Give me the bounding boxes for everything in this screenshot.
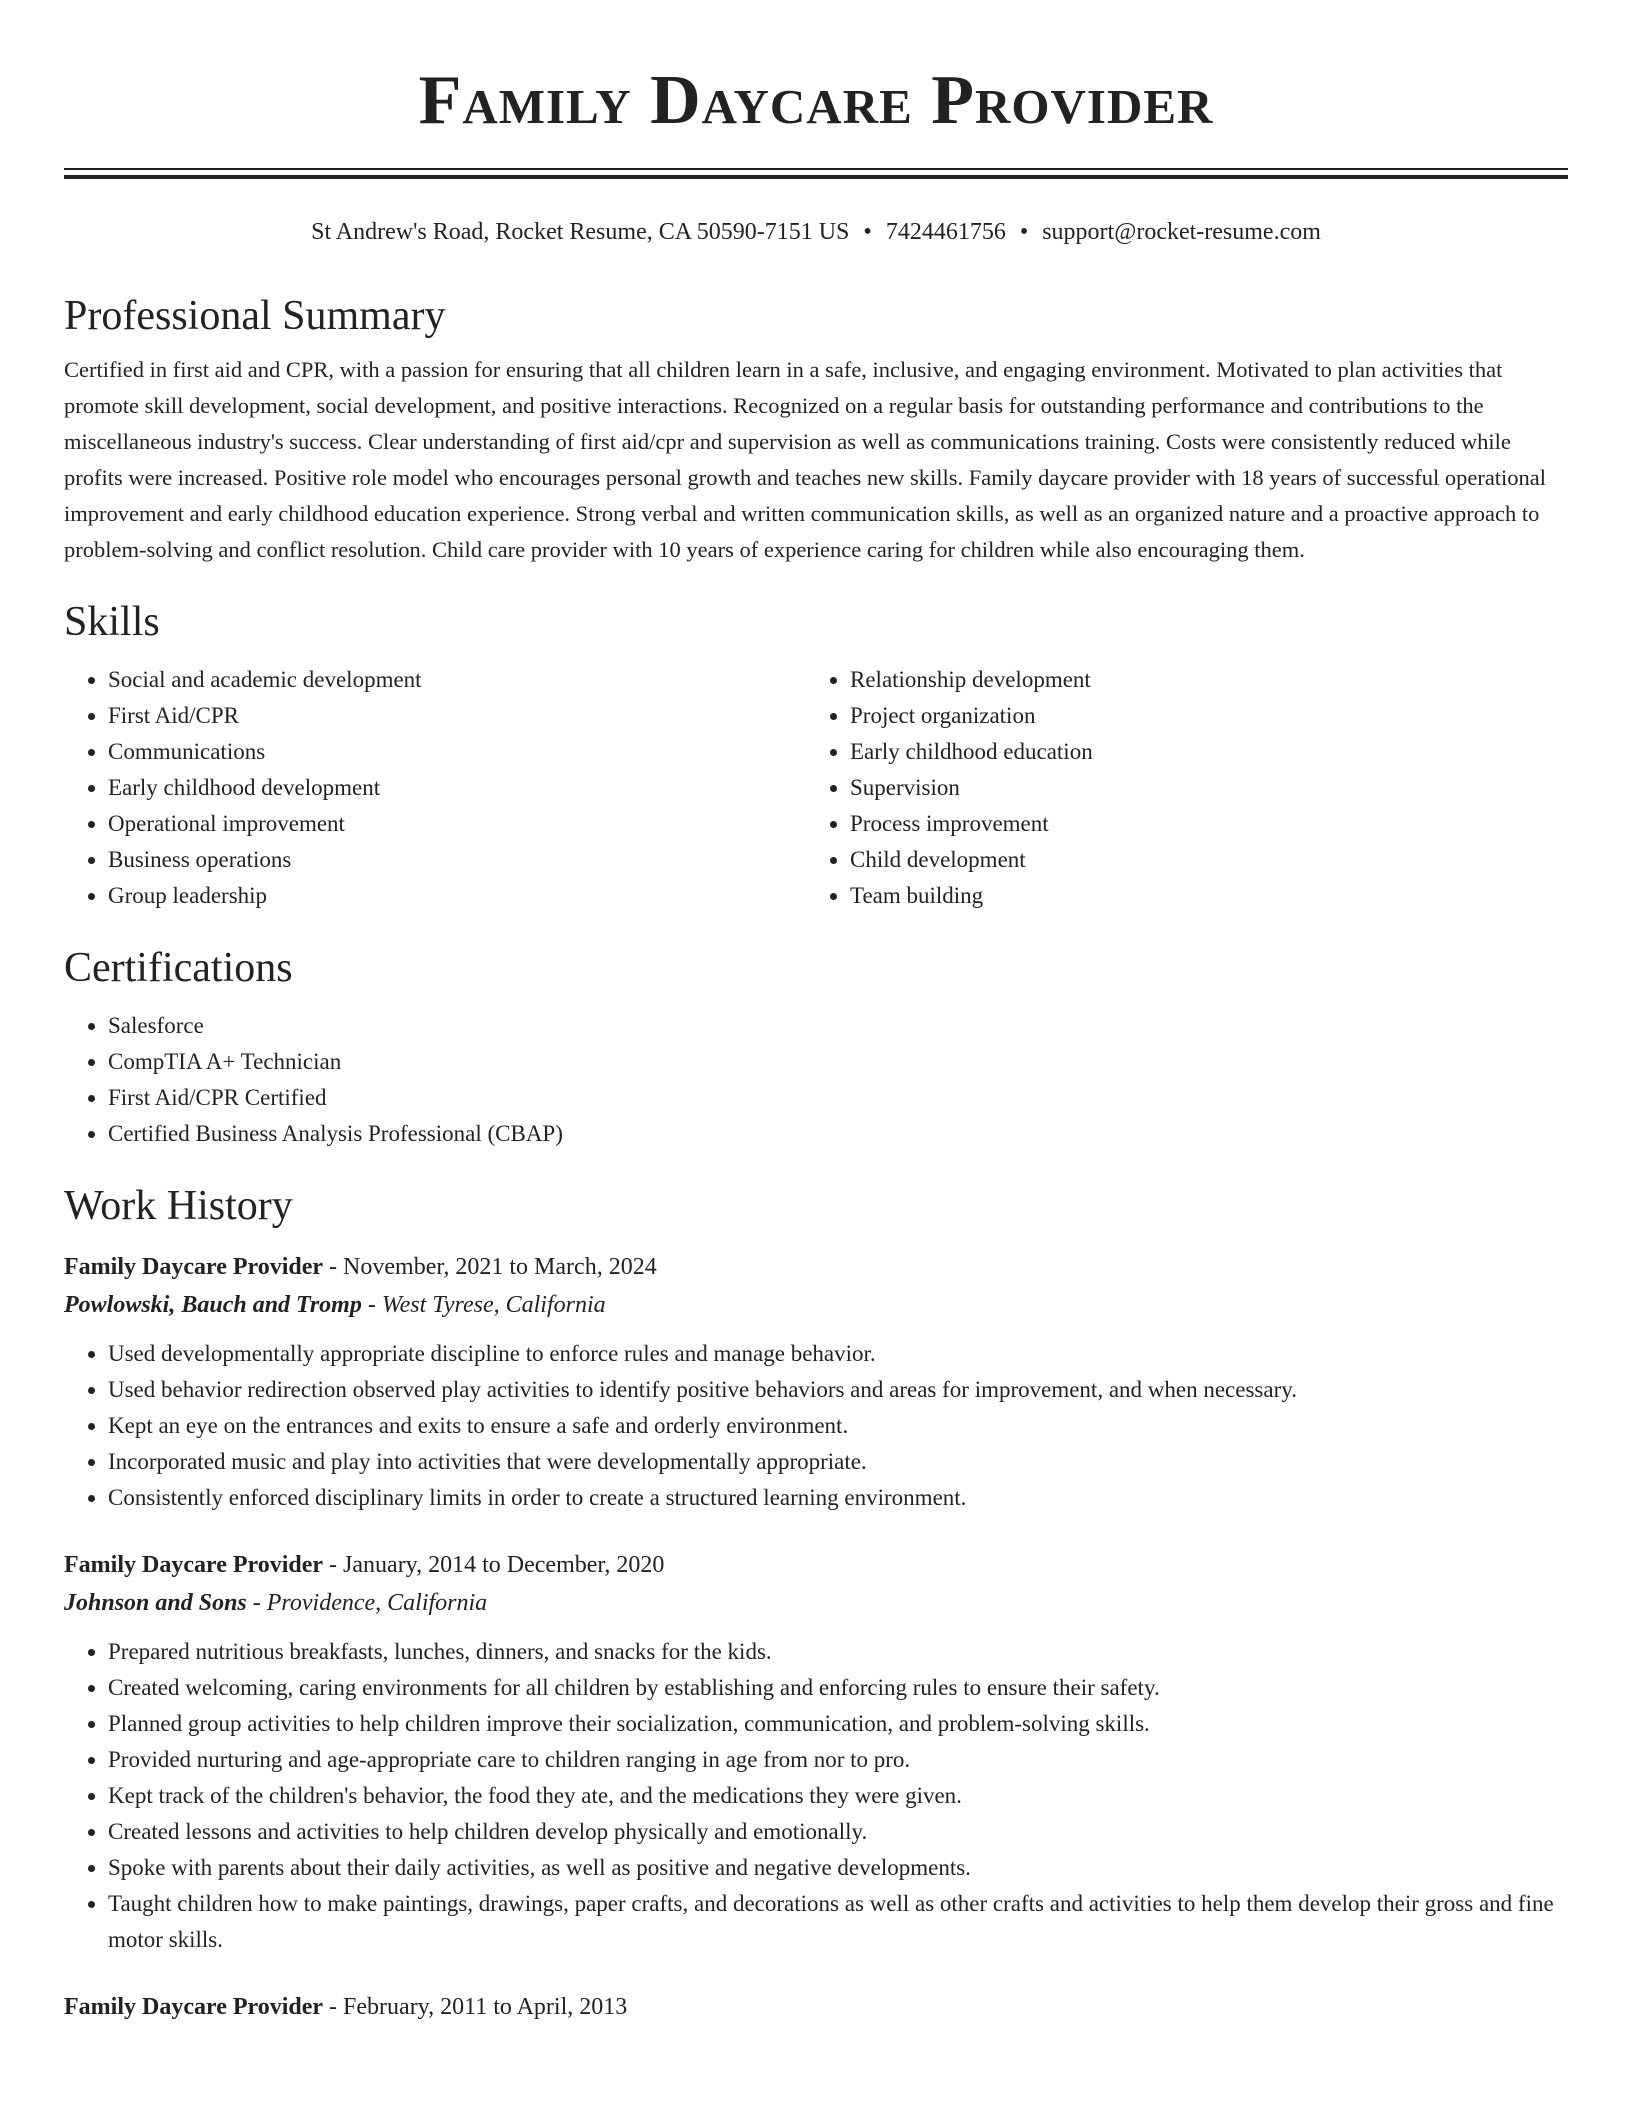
job-company: Powlowski, Bauch and Tromp (64, 1292, 362, 1318)
skill-item: • Relationship development (850, 662, 1568, 698)
job-role: Family Daycare Provider (64, 1994, 324, 2020)
job-duties-list (64, 1336, 1568, 1516)
skill-item: • Group leadership (108, 878, 806, 914)
skills-grid (64, 662, 1568, 914)
job-duty: • Kept an eye on the entrances and exits to ensure a safe and orderly environment. (108, 1408, 1568, 1444)
job-duty: • Consistently enforced disciplinary limits in order to create a structured learning environment. (108, 1480, 1568, 1516)
job-dates: February, 2011 to April, 2013 (343, 1994, 628, 2020)
job-dates: January, 2014 to December, 2020 (343, 1552, 665, 1578)
skill-item: • Social and academic development (108, 662, 806, 698)
resume-title: Family Daycare Provider (418, 62, 1214, 139)
contact-separator: • (863, 219, 872, 245)
job-duties-list (64, 1634, 1568, 1958)
job-duty: • Provided nurturing and age-appropriate care to children ranging in age from nor to pro. (108, 1742, 1568, 1778)
skills-list-left (64, 662, 806, 914)
title-divider-thin (64, 168, 1568, 170)
summary-text: Certified in first aid and CPR, with a passion for ensuring that all children learn in a safe, inclusive, and engaging environment. Motivated to plan activities that promote skill development, social development, and positive interactions. Recognized on a regular basis for outstanding performance and contributions to the miscellaneous industry's success. Clear understanding of first aid/cpr and supervision as well as communications training. Costs were consistently reduced while profits were increased. Positive role model who encourages personal growth and teaches new skills. Family daycare provider with 18 years of successful operational improvement and early childhood education experience. Strong verbal and written communication skills, as well as an organized nature and a proactive approach to problem-solving and conflict resolution. Child care provider with 10 years of experience caring for children while also encouraging them. (64, 357, 1547, 562)
job-role: Family Daycare Provider (64, 1254, 324, 1280)
skill-item: • Early childhood education (850, 734, 1568, 770)
certification-item: • First Aid/CPR Certified (108, 1080, 1568, 1116)
certification-item: • Salesforce (108, 1008, 1568, 1044)
skills-list-right (806, 662, 1568, 914)
contact-address: St Andrew's Road, Rocket Resume, CA 50590-7151 US (311, 219, 850, 245)
title-divider-thick (64, 175, 1568, 179)
job-entry (64, 1248, 1568, 1516)
skill-item: • Process improvement (850, 806, 1568, 842)
job-title-line: Family Daycare Provider - November, 2021 to March, 2024 (64, 1254, 657, 1280)
job-company-line: Powlowski, Bauch and Tromp - West Tyrese, California (64, 1292, 606, 1318)
job-location: West Tyrese, California (381, 1292, 606, 1318)
contact-separator: • (1019, 219, 1029, 245)
certifications-heading: Certifications (64, 945, 293, 991)
skill-item: • Early childhood development (108, 770, 806, 806)
job-duty: • Planned group activities to help children improve their socialization, communication, and problem-solving skills. (108, 1706, 1568, 1742)
contact-phone: 7424461756 (885, 219, 1006, 245)
job-dates: November, 2021 to March, 2024 (343, 1254, 657, 1280)
job-entry (64, 1546, 1568, 1958)
skill-item: • Team building (850, 878, 1568, 914)
skill-item: • Communications (108, 734, 806, 770)
contact-email: support@rocket-resume.com (1042, 219, 1321, 245)
certification-item: • CompTIA A+ Technician (108, 1044, 1568, 1080)
contact-line (64, 216, 1568, 248)
job-role: Family Daycare Provider (64, 1552, 324, 1578)
skill-item: • Project organization (850, 698, 1568, 734)
job-duty: • Taught children how to make paintings, drawings, paper crafts, and decorations as well as other crafts and activities to help them develop their gross and fine motor skills. (108, 1886, 1568, 1958)
summary-heading: Professional Summary (64, 293, 446, 339)
job-title-line: Family Daycare Provider - February, 2011 to April, 2013 (64, 1994, 628, 2020)
job-duty: • Used developmentally appropriate discipline to enforce rules and manage behavior. (108, 1336, 1568, 1372)
job-duty: • Created lessons and activities to help children develop physically and emotionally. (108, 1814, 1568, 1850)
job-location: Providence, California (266, 1590, 488, 1616)
certifications-list (64, 1008, 1568, 1152)
job-entry (64, 1988, 1568, 2026)
job-duty: • Used behavior redirection observed play activities to identify positive behaviors and areas for improvement, and when necessary. (108, 1372, 1568, 1408)
job-company-line: Johnson and Sons - Providence, California (64, 1590, 488, 1616)
work-history-section (64, 1178, 1568, 2026)
job-title-line: Family Daycare Provider - January, 2014 to December, 2020 (64, 1552, 665, 1578)
job-duty: • Prepared nutritious breakfasts, lunches, dinners, and snacks for the kids. (108, 1634, 1568, 1670)
job-duty: • Kept track of the children's behavior, the food they ate, and the medications they were given. (108, 1778, 1568, 1814)
job-duty: • Spoke with parents about their daily activities, as well as positive and negative developments. (108, 1850, 1568, 1886)
resume-content (64, 288, 1568, 2026)
skills-heading: Skills (64, 599, 160, 645)
certifications-section (64, 940, 1568, 1152)
skill-item: • Child development (850, 842, 1568, 878)
job-company: Johnson and Sons (64, 1590, 247, 1616)
summary-section (64, 288, 1568, 568)
skill-item: • First Aid/CPR (108, 698, 806, 734)
job-duty: • Created welcoming, caring environments for all children by establishing and enforcing rules to ensure their safety. (108, 1670, 1568, 1706)
job-duty: • Incorporated music and play into activities that were developmentally appropriate. (108, 1444, 1568, 1480)
skill-item: • Supervision (850, 770, 1568, 806)
work-history-heading: Work History (64, 1183, 293, 1229)
skill-item: • Business operations (108, 842, 806, 878)
skills-section (64, 594, 1568, 914)
skill-item: • Operational improvement (108, 806, 806, 842)
certification-item: • Certified Business Analysis Professional (CBAP) (108, 1116, 1568, 1152)
